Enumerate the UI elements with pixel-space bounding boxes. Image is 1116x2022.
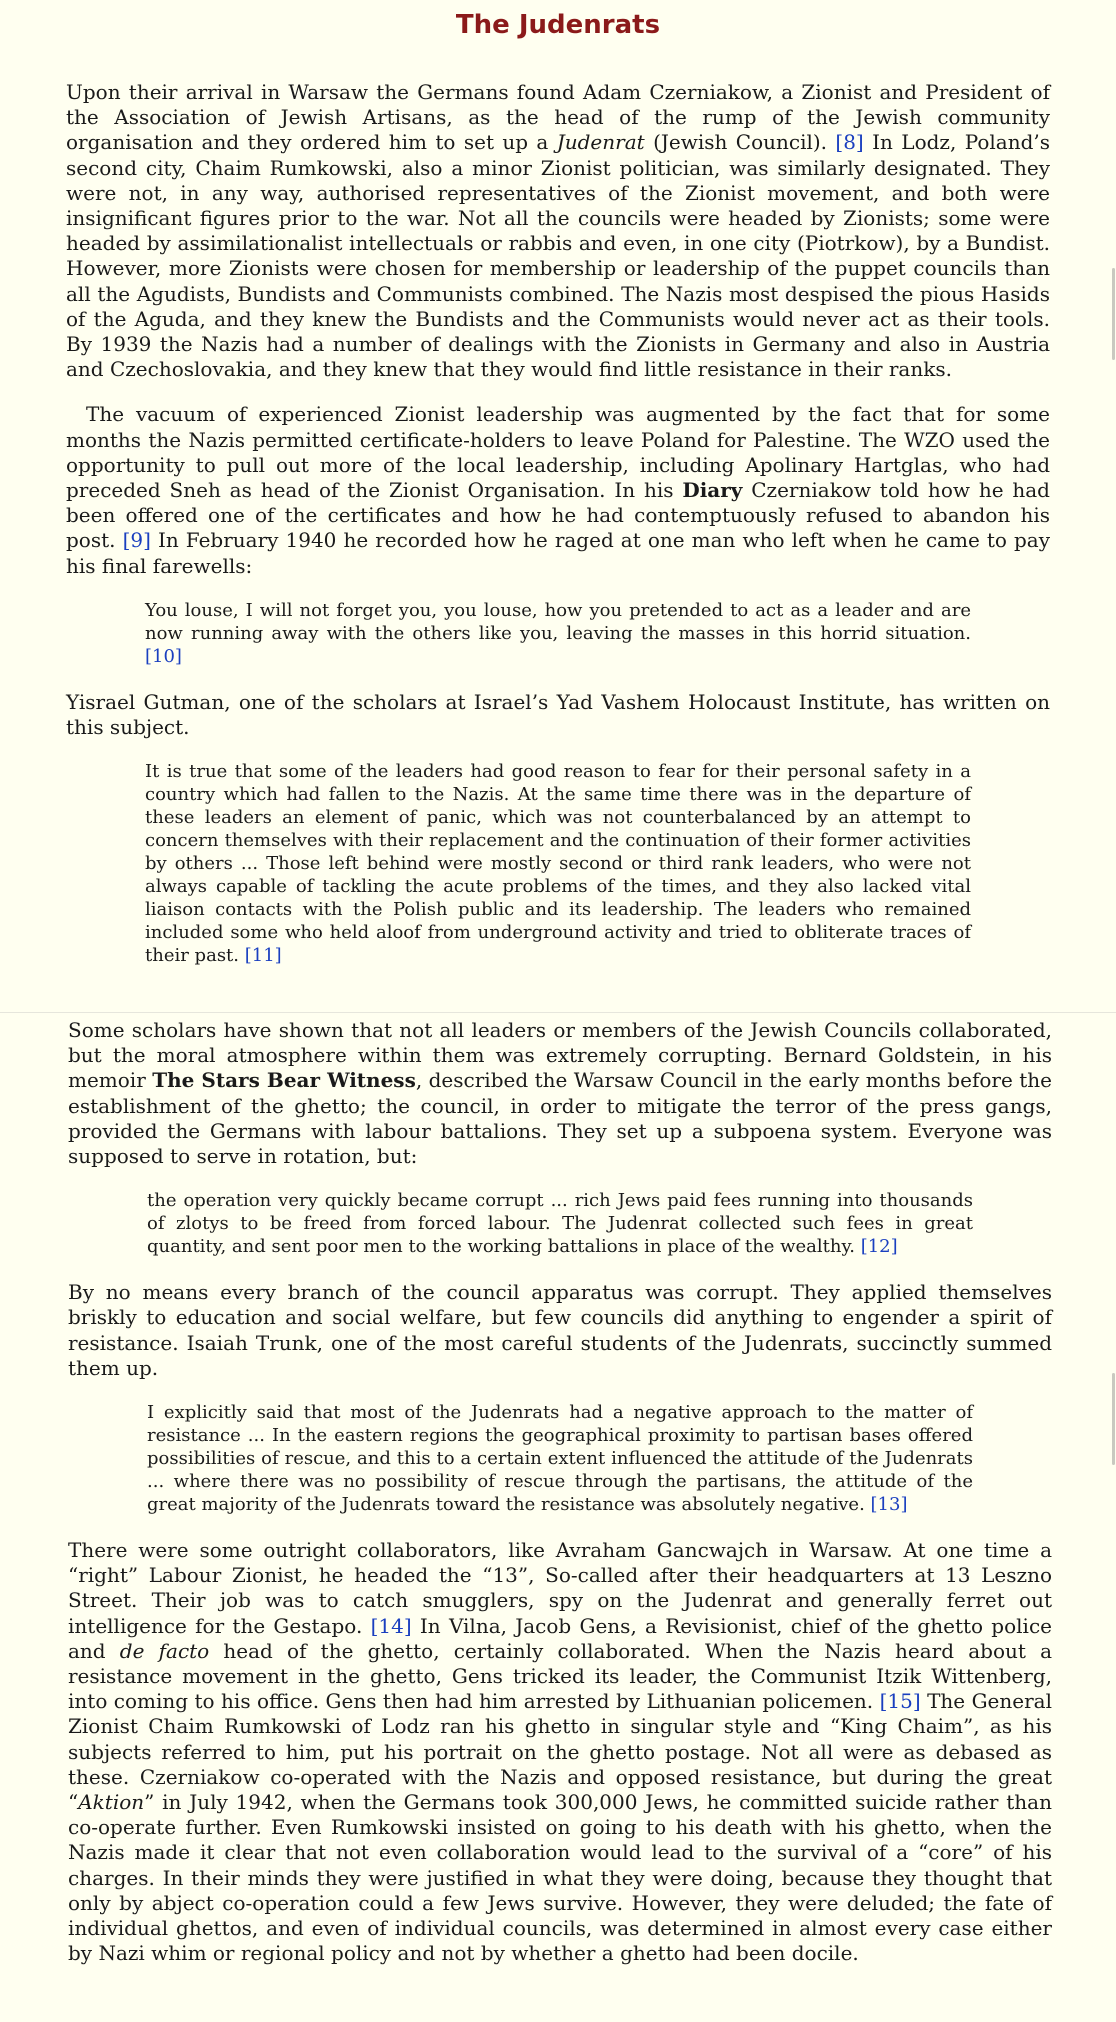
paragraph-text: ” in July 1942, when the Germans took 300,000 Jews, he committed suicide rather than co-operate further. Even Rumkowski insisted on going to his death with his ghetto, when the Nazis made it clear that not even collaboration would lead to the survival of a “core” of his charges. In their minds they were justified in what they were doing, because they thought that only by abject co-operation could a few Jews survive. However, they were deluded; the fate of individual ghettos, and even of individual councils, was determined in almost every case either by Nazi whim or regional policy and not by whether a ghetto had been docile. <box>68 1790 1052 1966</box>
italic-term: de facto <box>119 1638 210 1663</box>
paragraph-text: Some scholars have shown that not all leaders or members of the Jewish Councils collaborated, but the moral atmosphere within them was extremely corrupting. Bernard Goldstein, in his memoir <box>68 1018 1052 1093</box>
footnote-link-13[interactable]: [13] <box>870 1494 908 1516</box>
bold-title: The Stars Bear Witness <box>152 1068 416 1093</box>
paragraph-text: Upon their arrival in Warsaw the Germans found Adam Czerniakow, a Zionist and President of the Association of Jewish Artisans, as the head of the rump of the Jewish community organisation and they ordered him to set up a <box>66 80 1050 155</box>
article-content-2 <box>68 1018 1052 1986</box>
article-content-1 <box>66 80 1050 989</box>
paragraph-text: By no means every branch of the council apparatus was corrupt. They applied themselves briskly to education and social welfare, but few councils did anything to engender a spirit of resistance. Isaiah Trunk, one of the most careful students of the Judenrats, succinctly summed them up. <box>68 1280 1052 1380</box>
scrollbar-thumb[interactable] <box>1112 1373 1115 1465</box>
paragraph-6 <box>68 1538 1052 1966</box>
footnote-link-8[interactable]: [8] <box>835 130 864 155</box>
paragraph-text: Czerniakow told how he had been offered one of the certificates and how he had contemptuously refused to abandon his post. <box>66 478 1050 553</box>
quote-text: You louse, I will not forget you, you louse, how you pretended to act as a leader and are now running away with the others like you, leaving the masses in this horrid situation. <box>145 599 971 644</box>
paragraph-2 <box>66 402 1050 578</box>
footnote-link-15[interactable]: [15] <box>879 1689 921 1714</box>
paragraph-5 <box>68 1280 1052 1381</box>
paragraph-text: The vacuum of experienced Zionist leadership was augmented by the fact that for some months the Nazis permitted certificate-holders to leave Poland for Palestine. The WZO used the opportunity to pull out more of the local leadership, including Apolinary Hartglas, who had preceded Sneh as head of the Zionist Organisation. In his <box>66 402 1050 503</box>
paragraph-1 <box>66 80 1050 382</box>
page-section-2 <box>0 1012 1116 2022</box>
quote-text: It is true that some of the leaders had good reason to fear for their personal safety in a country which had fallen to the Nazis. At the same time there was in the departure of these leaders an element of panic, which was not counterbalanced by an attempt to concern themselves with their replacement and the continuation of their former activities by others ... Those left behind were mostly second or third rank leaders, who were not always capable of tackling the acute problems of the times, and they also lacked vital liaison contacts with the Polish public and its leadership. The leaders who remained included some who held aloof from underground activity and tried to obliterate traces of their past. <box>145 761 971 967</box>
paragraph-3 <box>66 690 1050 740</box>
quote-text: the operation very quickly became corrupt ... rich Jews paid fees running into thousands of zlotys to be freed from forced labour. The Judenrat collected such fees in great quantity, and sent poor men to the working battalions in place of the wealthy. <box>147 1190 973 1258</box>
paragraph-text: The General Zionist Chaim Rumkowski of Lodz ran his ghetto in singular style and “King Chaim”, as his subjects referred to him, put his portrait on the ghetto postage. Not all were as debased as these. Czerniakow co-operated with the Nazis and opposed resistance, but during the great “ <box>68 1689 1052 1815</box>
footnote-link-12[interactable]: [12] <box>860 1236 898 1258</box>
blockquote-1 <box>145 599 971 668</box>
paragraph-text: There were some outright collaborators, like Avraham Gancwajch in Warsaw. At one time a “right” Labour Zionist, he headed the “13”, So-called after their headquarters at 13 Leszno Street. Their job was to catch smugglers, spy on the Judenrat and generally ferret out intelligence for the Gestapo. <box>68 1538 1052 1638</box>
scrollbar-thumb[interactable] <box>1112 268 1115 360</box>
italic-term: Judenrat <box>556 130 645 155</box>
italic-term: Aktion <box>78 1790 145 1815</box>
paragraph-text: In February 1940 he recorded how he raged at one man who left when he came to pay his final farewells: <box>66 528 1050 578</box>
page-title: The Judenrats <box>455 10 661 40</box>
footnote-link-14[interactable]: [14] <box>370 1613 412 1638</box>
paragraph-4 <box>68 1018 1052 1169</box>
blockquote-4 <box>147 1401 973 1516</box>
paragraph-text: (Jewish Council). <box>644 130 836 155</box>
bold-title: Diary <box>682 478 743 503</box>
footnote-link-10[interactable]: [10] <box>145 645 182 667</box>
paragraph-text: , described the Warsaw Council in the early months before the establishment of the ghetto; the council, in order to mitigate the terror of the press gangs, provided the Germans with labour battalions. They set up a subpoena system. Everyone was supposed to serve in rotation, but: <box>68 1068 1052 1169</box>
quote-text: I explicitly said that most of the Judenrats had a negative approach to the matter of resistance ... In the eastern regions the geographical proximity to partisan bases offered possibilities of rescue, and this to a certain extent influenced the attitude of the Judenrats ... where there was no possibility of rescue through the partisans, the attitude of the great majority of the Judenrats toward the resistance was absolutely negative. <box>147 1402 973 1516</box>
paragraph-text: In Lodz, Poland’s second city, Chaim Rumkowski, also a minor Zionist politician, was similarly designated. They were not, in any way, authorised representatives of the Zionist movement, and both were insignificant figures prior to the war. Not all the councils were headed by Zionists; some were headed by assimilationalist intellectuals or rabbis and even, in one city (Piotrkow), by a Bundist. However, more Zionists were chosen for membership or leadership of the puppet councils than all the Agudists, Bundists and Communists combined. The Nazis most despised the pious Hasids of the Aguda, and they knew the Bundists and the Communists would never act as their tools. By 1939 the Nazis had a number of dealings with the Zionists in Germany and also in Austria and Czechoslovakia, and they knew that they would find little resistance in their ranks. <box>66 130 1051 382</box>
paragraph-text: In Vilna, Jacob Gens, a Revisionist, chief of the ghetto police and <box>68 1613 1052 1663</box>
footnote-link-9[interactable]: [9] <box>122 528 151 553</box>
paragraph-text: Yisrael Gutman, one of the scholars at Israel’s Yad Vashem Holocaust Institute, has written on this subject. <box>66 689 1050 740</box>
footnote-link-11[interactable]: [11] <box>244 945 282 967</box>
blockquote-2 <box>145 760 971 967</box>
paragraph-text: head of the ghetto, certainly collaborated. When the Nazis heard about a resistance movement in the ghetto, Gens tricked its leader, the Communist Itzik Wittenberg, into coming to his office. Gens then had him arrested by Lithuanian policemen. <box>68 1638 1053 1714</box>
blockquote-3 <box>147 1189 973 1258</box>
